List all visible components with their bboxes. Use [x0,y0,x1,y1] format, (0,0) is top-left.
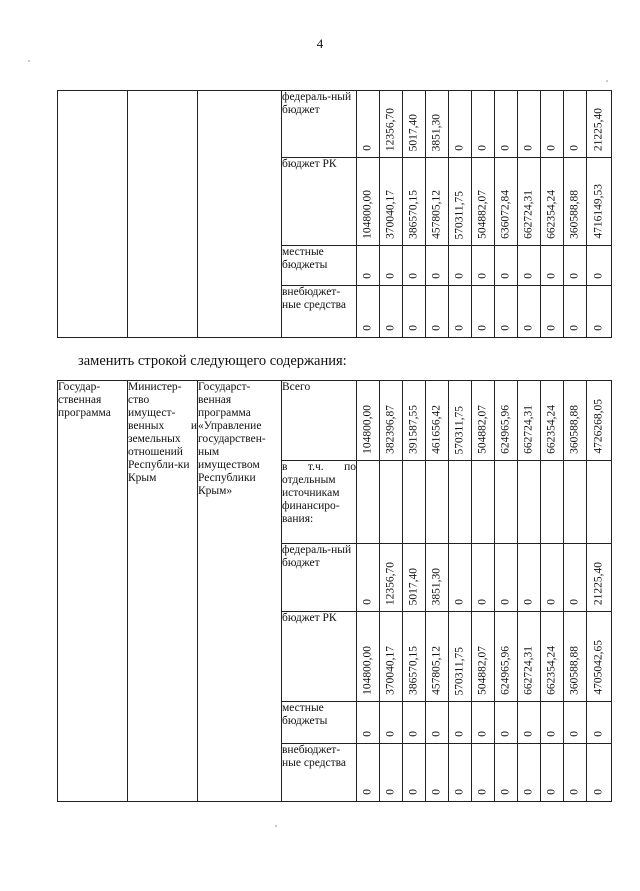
value-text: 0 [476,599,489,605]
value-text: 662354,24 [545,405,558,454]
value-text: 4716149,53 [592,184,605,239]
value-cell [426,158,449,246]
value-text: 0 [430,731,443,737]
value-text: 0 [361,731,374,737]
value-text: 570311,75 [453,646,466,695]
value-text: 0 [453,599,466,605]
value-text: 624965,96 [499,646,512,695]
value-text: 0 [407,325,420,331]
value-text: 0 [568,273,581,279]
value-cell [495,286,518,338]
source-label: бюджет РК [282,158,357,246]
value-text: 0 [545,789,558,795]
value-cell [495,461,518,544]
value-text: 0 [545,273,558,279]
value-text: 0 [384,273,397,279]
value-cell [541,744,564,802]
value-text: 0 [407,273,420,279]
value-cell [380,246,403,286]
value-cell [564,702,587,744]
source-label: местные бюджеты [282,246,357,286]
value-text: 360588,88 [568,190,581,239]
value-text: 0 [361,599,374,605]
value-text: 12356,70 [384,107,397,151]
value-cell [518,544,541,612]
value-text: 370040,17 [384,190,397,239]
value-cell [472,381,495,461]
value-text: 0 [545,325,558,331]
value-text: 104800,00 [361,190,374,239]
value-cell [449,381,472,461]
value-text: 0 [499,731,512,737]
value-text: 21225,40 [592,107,605,151]
source-label: федераль-ный бюджет [282,544,357,612]
value-cell [357,461,380,544]
value-cell [380,702,403,744]
value-text: 662354,24 [545,646,558,695]
value-cell [564,381,587,461]
value-cell [403,158,426,246]
value-text: 0 [592,731,605,737]
scan-speck [275,825,277,827]
value-text: 104800,00 [361,405,374,454]
value-text: 0 [476,325,489,331]
value-cell [518,702,541,744]
value-text: 0 [522,599,535,605]
value-cell [357,702,380,744]
value-text: 0 [522,145,535,151]
program-type-cell: Государ-ственная программа [58,381,128,802]
value-cell [380,91,403,158]
value-cell [449,461,472,544]
value-text: 360588,88 [568,405,581,454]
value-cell [449,246,472,286]
value-cell [426,744,449,802]
value-text: 0 [361,325,374,331]
value-text: 0 [568,145,581,151]
value-cell [403,246,426,286]
value-cell [403,702,426,744]
source-label: бюджет РК [282,612,357,702]
value-text: 0 [407,731,420,737]
value-cell [587,286,612,338]
value-text: 0 [522,731,535,737]
value-text: 0 [522,273,535,279]
source-label: Всего [282,381,357,461]
value-cell [357,612,380,702]
value-text: 4726268,05 [592,399,605,454]
value-text: 0 [430,789,443,795]
source-label: федераль-ный бюджет [282,91,357,158]
value-text: 0 [361,273,374,279]
value-text: 5017,40 [407,113,420,151]
value-cell [380,158,403,246]
empty-left-cell [198,91,282,338]
value-text: 0 [522,789,535,795]
value-cell [472,544,495,612]
value-cell [518,744,541,802]
value-text: 0 [407,789,420,795]
value-cell [564,461,587,544]
value-text: 457805,12 [430,190,443,239]
value-text: 0 [384,325,397,331]
value-cell [403,91,426,158]
value-text: 0 [476,145,489,151]
value-text: 0 [430,325,443,331]
value-text: 0 [430,273,443,279]
value-cell [357,544,380,612]
value-cell [564,744,587,802]
value-text: 3851,30 [430,113,443,151]
value-cell [564,246,587,286]
value-text: 570311,75 [453,190,466,239]
value-text: 0 [545,731,558,737]
value-cell [357,246,380,286]
value-cell [495,612,518,702]
replace-instruction: заменить строкой следующего содержания: [78,353,347,369]
value-cell [495,381,518,461]
value-text: 662724,31 [522,405,535,454]
value-cell [426,702,449,744]
value-cell [449,544,472,612]
value-cell [564,286,587,338]
value-text: 662354,24 [545,190,558,239]
value-text: 504882,07 [476,405,489,454]
value-cell [587,702,612,744]
value-cell [472,744,495,802]
value-cell [357,744,380,802]
value-cell [564,91,587,158]
value-cell [449,91,472,158]
value-text: 12356,70 [384,561,397,605]
value-cell [518,286,541,338]
value-text: 0 [453,789,466,795]
value-cell [495,158,518,246]
value-cell [357,158,380,246]
table-row [58,91,612,158]
value-text: 370040,17 [384,646,397,695]
value-cell [426,612,449,702]
value-cell [357,381,380,461]
value-cell [472,91,495,158]
value-text: 662724,31 [522,646,535,695]
value-cell [541,702,564,744]
value-text: 0 [545,145,558,151]
value-cell [541,246,564,286]
value-text: 104800,00 [361,646,374,695]
source-label: внебюджет-ные средства [282,286,357,338]
value-cell [403,744,426,802]
value-cell [449,612,472,702]
value-text: 386570,15 [407,190,420,239]
page-number: 4 [316,36,324,51]
value-text: 0 [453,273,466,279]
source-label: внебюджет-ные средства [282,744,357,802]
value-text: 504882,07 [476,190,489,239]
executor-cell: Министер-ство имущест-венных и земельных отношений Республи-ки Крым [128,381,198,802]
value-text: 5017,40 [407,567,420,605]
value-text: 0 [476,789,489,795]
value-text: 0 [384,789,397,795]
value-text: 0 [545,599,558,605]
value-cell [518,381,541,461]
value-cell [518,612,541,702]
value-cell [472,158,495,246]
value-cell [380,461,403,544]
value-cell [426,381,449,461]
value-cell [587,544,612,612]
value-cell [541,158,564,246]
value-text: 21225,40 [592,561,605,605]
value-text: 382396,87 [384,405,397,454]
value-cell [495,744,518,802]
value-text: 0 [592,789,605,795]
value-text: 391587,55 [407,405,420,454]
value-cell [357,286,380,338]
value-text: 0 [453,325,466,331]
value-cell [472,702,495,744]
value-cell [426,461,449,544]
value-cell [449,702,472,744]
value-text: 461656,42 [430,405,443,454]
value-cell [541,91,564,158]
value-text: 360588,88 [568,646,581,695]
value-text: 0 [476,273,489,279]
value-cell [587,158,612,246]
value-cell [587,91,612,158]
value-text: 0 [384,731,397,737]
value-text: 0 [499,599,512,605]
value-text: 0 [568,731,581,737]
value-cell [495,91,518,158]
value-cell [426,286,449,338]
value-text: 662724,31 [522,190,535,239]
value-text: 386570,15 [407,646,420,695]
value-cell [472,246,495,286]
value-cell [518,158,541,246]
value-cell [403,286,426,338]
value-text: 504882,07 [476,646,489,695]
value-text: 0 [568,599,581,605]
value-cell [380,381,403,461]
value-cell [403,544,426,612]
value-cell [541,461,564,544]
value-text: 3851,30 [430,567,443,605]
value-cell [541,286,564,338]
value-cell [380,612,403,702]
value-text: 0 [568,789,581,795]
value-cell [426,246,449,286]
value-cell [587,612,612,702]
value-text: 0 [361,789,374,795]
value-cell [518,461,541,544]
top-budget-table [57,90,612,338]
value-text: 0 [499,273,512,279]
value-text: 457805,12 [430,646,443,695]
value-cell [449,158,472,246]
value-cell [357,91,380,158]
value-cell [587,744,612,802]
value-cell [472,286,495,338]
value-cell [426,91,449,158]
value-cell [518,246,541,286]
bottom-budget-table [57,380,612,802]
value-text: 0 [453,145,466,151]
value-cell [426,544,449,612]
value-text: 570311,75 [453,405,466,454]
value-cell [449,744,472,802]
value-cell [541,381,564,461]
value-cell [541,612,564,702]
value-cell [380,544,403,612]
value-text: 0 [592,273,605,279]
value-cell [587,381,612,461]
value-cell [380,286,403,338]
value-text: 0 [361,145,374,151]
scan-speck [606,80,608,82]
value-text: 0 [476,731,489,737]
value-cell [518,91,541,158]
value-cell [541,544,564,612]
value-cell [403,461,426,544]
scan-speck [28,60,30,62]
value-cell [403,381,426,461]
value-cell [587,461,612,544]
value-cell [564,612,587,702]
value-cell [380,744,403,802]
value-text: 0 [499,145,512,151]
value-text: 4705042,65 [592,640,605,695]
value-cell [449,286,472,338]
source-label: местные бюджеты [282,702,357,744]
value-text: 0 [592,325,605,331]
value-text: 636072,84 [499,190,512,239]
empty-left-cell [58,91,128,338]
value-cell [587,246,612,286]
value-cell [495,702,518,744]
value-cell [472,612,495,702]
value-cell [495,246,518,286]
value-text: 0 [499,789,512,795]
value-text: 0 [522,325,535,331]
value-cell [564,544,587,612]
value-cell [403,612,426,702]
value-cell [472,461,495,544]
source-label: в т.ч. по отдельным источникам финансиро-вания: [282,461,357,544]
value-text: 0 [568,325,581,331]
value-text: 624965,96 [499,405,512,454]
empty-left-cell [128,91,198,338]
table-row [58,381,612,461]
program-name-cell: Государст-венная программа «Управление государствен-ным имуществом Республики Крым» [198,381,282,802]
value-cell [564,158,587,246]
value-text: 0 [453,731,466,737]
value-text: 0 [499,325,512,331]
value-cell [495,544,518,612]
